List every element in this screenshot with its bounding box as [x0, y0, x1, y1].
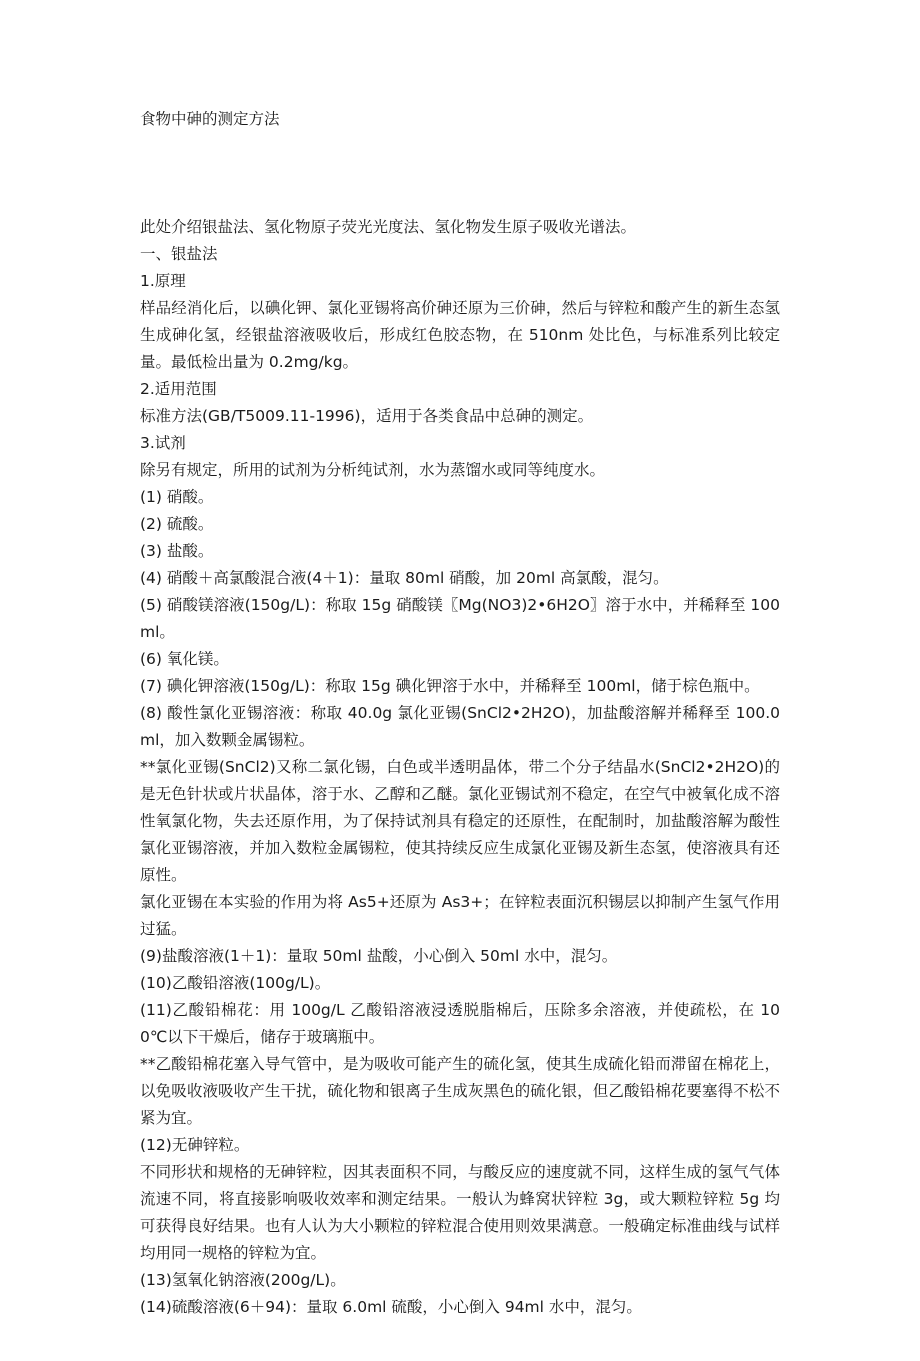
paragraph: (13)氢氧化钠溶液(200g/L)。	[140, 1271, 346, 1289]
paragraph: 除另有规定，所用的试剂为分析纯试剂，水为蒸馏水或同等纯度水。	[140, 461, 606, 479]
paragraph: **乙酸铅棉花塞入导气管中，是为吸收可能产生的硫化氢，使其生成硫化铅而滞留在棉花上，以免吸收液吸收产生干扰，硫化物和银离子生成灰黑色的硫化银，但乙酸铅棉花要塞得不松不紧为宜。	[140, 1055, 780, 1127]
paragraph: (6) 氧化镁。	[140, 650, 229, 668]
paragraph: 此处介绍银盐法、氢化物原子荧光光度法、氢化物发生原子吸收光谱法。	[140, 218, 637, 236]
paragraph: (2) 硫酸。	[140, 515, 214, 533]
paragraph: 氯化亚锡在本实验的作用为将 As5+还原为 As3+；在锌粒表面沉积锡层以抑制产生氢气作用过猛。	[140, 893, 780, 938]
paragraph: (3) 盐酸。	[140, 542, 214, 560]
paragraph: 2.适用范围	[140, 380, 217, 398]
paragraph: 标准方法(GB/T5009.11-1996)，适用于各类食品中总砷的测定。	[140, 407, 594, 425]
paragraph: (5) 硝酸镁溶液(150g/L)：称取 15g 硝酸镁〖Mg(NO3)2•6H2O〗溶于水中，并稀释至 100ml。	[140, 596, 780, 641]
paragraph: (4) 硝酸＋高氯酸混合液(4＋1)：量取 80ml 硝酸，加 20ml 高氯酸，混匀。	[140, 569, 669, 587]
paragraph: (9)盐酸溶液(1＋1)：量取 50ml 盐酸，小心倒入 50ml 水中，混匀。	[140, 947, 618, 965]
paragraph: 1.原理	[140, 272, 186, 290]
paragraph: 样品经消化后，以碘化钾、氯化亚锡将高价砷还原为三价砷，然后与锌粒和酸产生的新生态氢生成砷化氢，经银盐溶液吸收后，形成红色胶态物，在 510nm 处比色，与标准系列比较定量。最低检出量为 0.2mg/kg。	[140, 299, 780, 371]
paragraph: **氯化亚锡(SnCl2)又称二氯化锡，白色或半透明晶体，带二个分子结晶水(SnCl2•2H2O)的是无色针状或片状晶体，溶于水、乙醇和乙醚。氯化亚锡试剂不稳定，在空气中被氧化成不溶性氧氯化物，失去还原作用，为了保持试剂具有稳定的还原性，在配制时，加盐酸溶解为酸性氯化亚锡溶液，并加入数粒金属锡粒，使其持续反应生成氯化亚锡及新生态氢，使溶液具有还原性。	[140, 758, 780, 884]
paragraph: (12)无砷锌粒。	[140, 1136, 250, 1154]
paragraph: (1) 硝酸。	[140, 488, 214, 506]
document-title: 食物中砷的测定方法	[140, 110, 280, 128]
document-body	[140, 214, 780, 1321]
paragraph: (11)乙酸铅棉花：用 100g/L 乙酸铅溶液浸透脱脂棉后，压除多余溶液，并使疏松，在 100℃以下干燥后，储存于玻璃瓶中。	[140, 1001, 780, 1046]
paragraph: (7) 碘化钾溶液(150g/L)：称取 15g 碘化钾溶于水中，并稀释至 100ml，储于棕色瓶中。	[140, 677, 760, 695]
paragraph: (10)乙酸铅溶液(100g/L)。	[140, 974, 331, 992]
paragraph: (14)硫酸溶液(6＋94)：量取 6.0ml 硫酸，小心倒入 94ml 水中，混匀。	[140, 1298, 642, 1316]
paragraph: 不同形状和规格的无砷锌粒，因其表面积不同，与酸反应的速度就不同，这样生成的氢气气体流速不同，将直接影响吸收效率和测定结果。一般认为蜂窝状锌粒 3g，或大颗粒锌粒 5g 均可获得良好结果。也有人认为大小颗粒的锌粒混合使用则效果满意。一般确定标准曲线与试样均用同一规格的锌粒为宜。	[140, 1163, 780, 1262]
paragraph: (8) 酸性氯化亚锡溶液：称取 40.0g 氯化亚锡(SnCl2•2H2O)，加盐酸溶解并稀释至 100.0ml，加入数颗金属锡粒。	[140, 704, 780, 749]
paragraph: 一、银盐法	[140, 245, 218, 263]
paragraph: 3.试剂	[140, 434, 186, 452]
